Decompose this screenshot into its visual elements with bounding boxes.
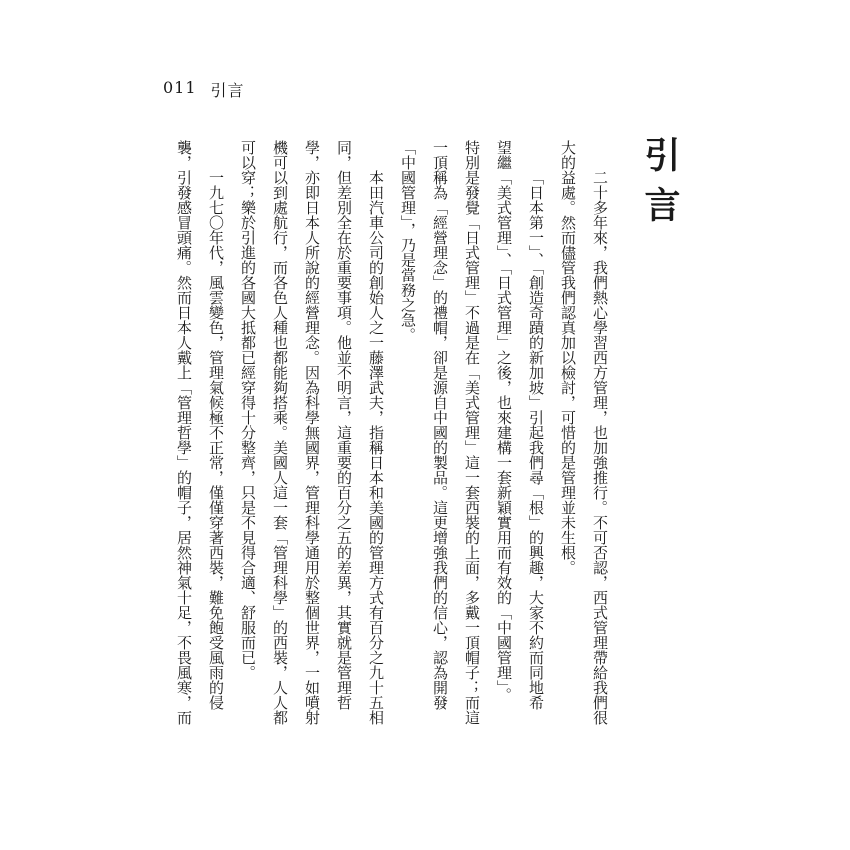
running-header <box>163 78 245 101</box>
text-column: 「中國管理」，乃是當務之急。 <box>399 140 417 343</box>
text-column: 特別是發覺「日式管理」不過是在「美式管理」這一套西裝的上面，多戴一頂帽子；而這 <box>463 140 481 725</box>
text-column: 機可以到處航行，而各色人種也都能夠搭乘。美國人這一套「管理科學」的西裝，人人都 <box>271 140 289 725</box>
chapter-title: 引言 <box>639 136 681 236</box>
header-section-title: 引言 <box>210 81 245 100</box>
text-column: 大的益處。然而儘管我們認真加以檢討，可惜的是管理並未生根。 <box>559 140 577 575</box>
text-column: 學，亦即日本人所說的經營理念。因為科學無國界，管理科學通用於整個世界，一如噴射 <box>303 140 321 725</box>
text-column: 望繼「美式管理」、「日式管理」之後，也來建構一套新穎實用而有效的「中國管理」。 <box>495 140 513 703</box>
text-column: 一九七〇年代，風雲變色，管理氣候極不正常，僅僅穿著西裝，難免飽受風雨的侵 <box>207 170 225 710</box>
text-column: 可以穿；樂於引進的各國大抵都已經穿得十分整齊，只是不見得合適、舒服而已。 <box>239 140 257 680</box>
body-text <box>168 140 616 740</box>
text-column: 二十多年來，我們熱心學習西方管理，也加強推行。不可否認，西式管理帶給我們很 <box>591 170 609 725</box>
page-number: 011 <box>163 78 197 97</box>
text-column: 「日本第一」、「創造奇蹟的新加坡」引起我們尋「根」的興趣，大家不約而同地希 <box>527 170 545 710</box>
text-column: 一頂稱為「經營理念」的禮帽，卻是源自中國的製品。這更增強我們的信心，認為開發 <box>431 140 449 710</box>
text-column: 同，但差別全在於重要事項。他並不明言，這重要的百分之五的差異，其實就是管理哲 <box>335 140 353 710</box>
text-column: 襲，引發感冒頭痛。然而日本人戴上「管理哲學」的帽子，居然神氣十足，不畏風寒，而 <box>175 140 193 725</box>
text-column: 本田汽車公司的創始人之一藤澤武夫，指稱日本和美國的管理方式有百分之九十五相 <box>367 170 385 725</box>
